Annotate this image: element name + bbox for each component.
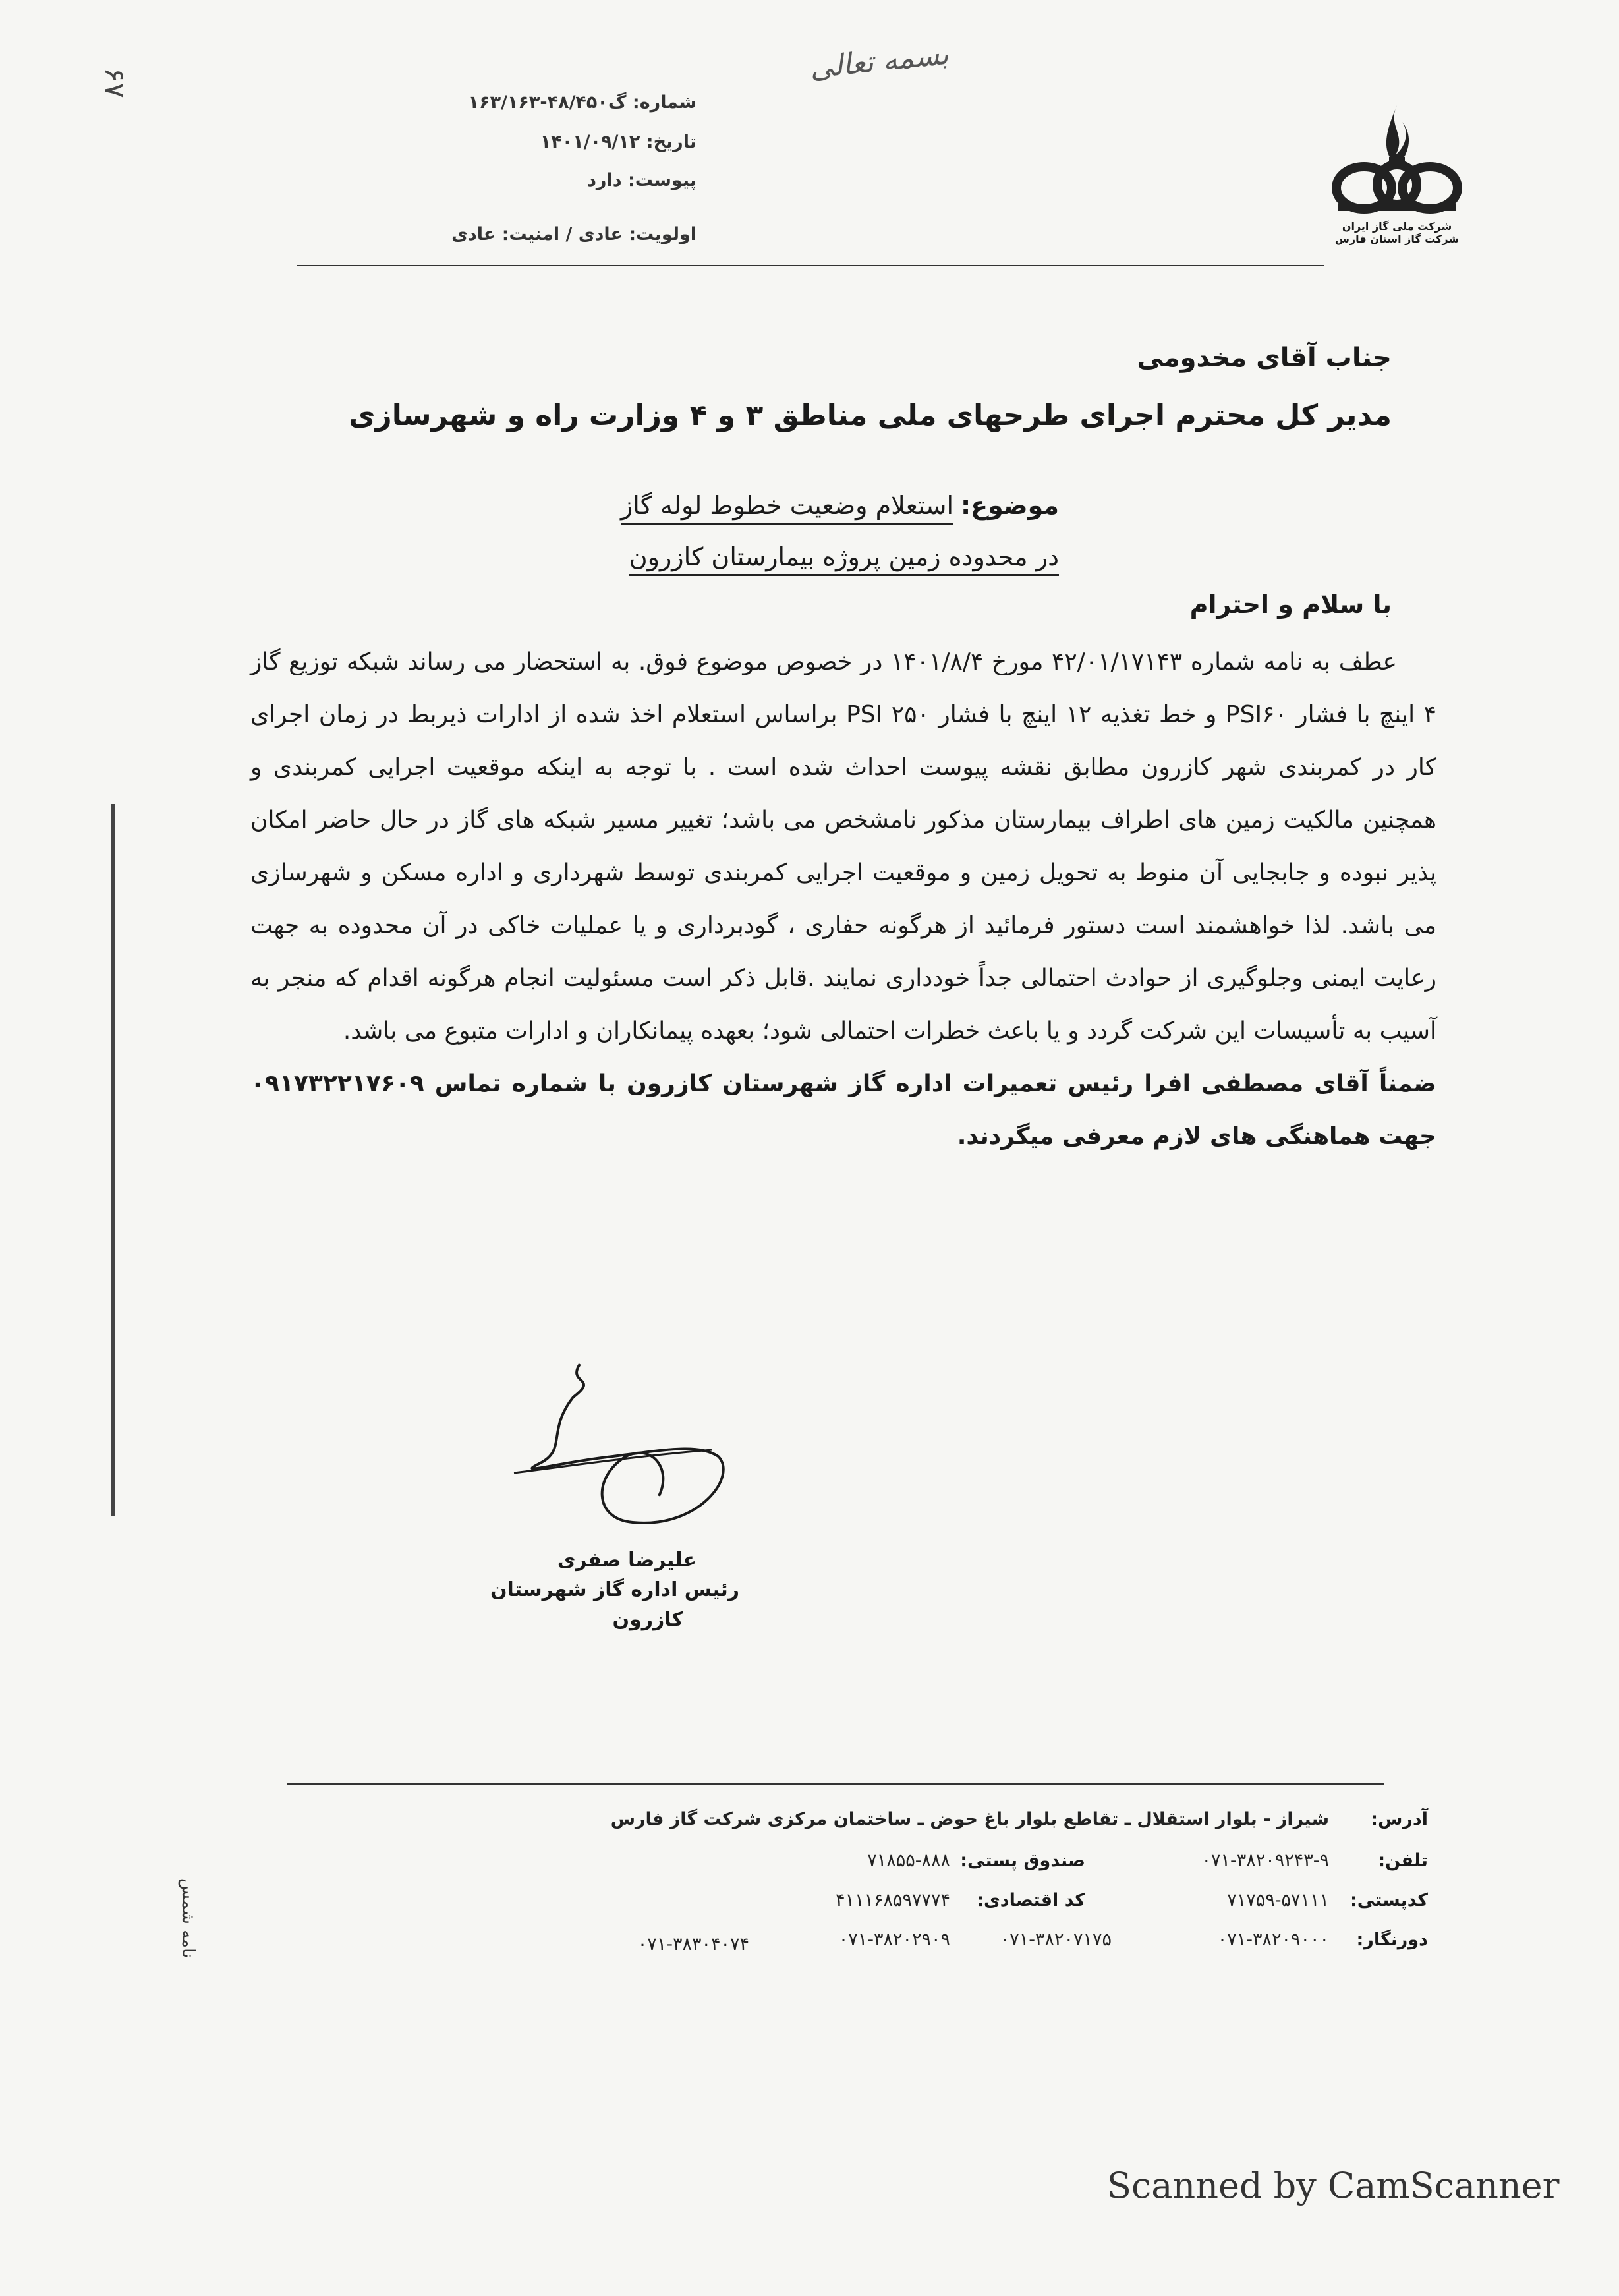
footer-econ-value: ۴۱۱۱۶۸۵۹۷۷۷۴ (835, 1890, 950, 1910)
footer-fax-3: ۰۷۱-۳۸۲۰۲۹۰۹ (838, 1930, 950, 1950)
subject-line-2: در محدوده زمین پروژه بیمارستان کازرون (629, 542, 1059, 576)
signer-title: رئیس اداره گاز شهرستان (490, 1578, 739, 1601)
footer-divider (287, 1783, 1384, 1785)
margin-line (111, 804, 115, 1516)
footer-phone-value: ۰۷۱-۳۸۲۰۹۲۴۳-۹ (1201, 1851, 1329, 1871)
signature-icon (501, 1358, 751, 1542)
footer-econ-label: کد اقتصادی: (977, 1890, 1085, 1910)
footer-address-label: آدرس: (1371, 1809, 1428, 1829)
footer-fax-4: ۰۷۱-۳۸۳۰۴۰۷۴ (637, 1934, 749, 1955)
header-divider (297, 265, 1324, 266)
footer-postal-value: ۷۱۷۵۹-۵۷۱۱۱ (1227, 1890, 1329, 1910)
letter-priority: اولویت: عادی / امنیت: عادی (451, 224, 696, 244)
letter-body (250, 636, 1436, 1163)
letter-date: تاریخ: ۱۴۰۱/۰۹/۱۲ (540, 132, 696, 152)
company-logo (1324, 99, 1469, 257)
body-paragraph-1: عطف به نامه شماره ۴۲/۰۱/۱۷۱۴۳ مورخ ۱۴۰۱/۸/۴ در خصوص موضوع فوق. به استحضار می رساند شبکه توزیع گاز ۴ اینچ با فشار PSI۶۰ و خط تغذیه ۱۲ اینچ با فشار PSI ۲۵۰ براساس استعلام اخذ شده از ادارات ذیربط در زمان اجرای کار در کمربندی شهر کازرون مطابق نقشه پیوست احداث شده است . با توجه به اینکه موقعیت اجرایی کمربندی و همچنین مالکیت زمین های اطراف بیمارستان مذکور نامشخص می باشد؛ تغییر مسیر شبکه های گاز در حال حاضر امکان پذیر نبوده و جابجایی آن منوط به تحویل زمین و موقعیت اجرایی کمربندی توسط شهرداری و اداره مسکن و شهرسازی می باشد. لذا خواهشمند است دستور فرمائید از هرگونه حفاری ، گودبرداری و یا عملیات خاکی در آن محدوده به جهت رعایت ایمنی وجلوگیری از حوادث احتمالی جداً خودداری نمایند .قابل ذکر است مسئولیت انجام هرگونه اقدام که منجر به آسیب به تأسیسات این شرکت گردد و یا باعث خطرات احتمالی شود؛ بعهده پیمانکاران و ادارات متبوع می باشد. (250, 648, 1437, 1045)
recipient-title: مدیر کل محترم اجرای طرحهای ملی مناطق ۳ و ۴ وزارت راه و شهرسازی (349, 399, 1392, 432)
footer-fax-1: ۰۷۱-۳۸۲۰۹۰۰۰ (1217, 1930, 1329, 1950)
footer-phone-label: تلفن: (1378, 1851, 1428, 1871)
letter-number: شماره: گ۴۸/۴۵۰-۱۶۳/۱۶۳ (468, 92, 696, 113)
scan-watermark: Scanned by CamScanner (1107, 2165, 1560, 2206)
footer-postal-label: کدپستی: (1349, 1890, 1428, 1910)
footer-address-value: شیراز - بلوار استقلال ـ تقاطع بلوار باغ حوض ـ ساختمان مرکزی شرکت گاز فارس (610, 1809, 1329, 1829)
body-paragraph-2: ضمناً آقای مصطفی افرا رئیس تعمیرات اداره گاز شهرستان کازرون با شماره تماس ۰۹۱۷۳۲۲۱۷۶۰۹ جهت هماهنگی های لازم معرفی میگردند. (250, 1070, 1436, 1150)
company-name-1: شرکت ملی گاز ایران (1342, 220, 1452, 233)
top-handwriting: بسمه تعالی (808, 37, 950, 86)
footer-fax-2: ۰۷۱-۳۸۲۰۷۱۷۵ (1000, 1930, 1112, 1950)
footer-fax-label: دورنگار: (1356, 1930, 1428, 1950)
subject-line-1: استعلام وضعیت خطوط لوله گاز (621, 491, 953, 525)
letter-attachment: پیوست: دارد (587, 170, 696, 190)
company-name-2: شرکت گاز استان فارس (1334, 233, 1460, 245)
footer-pobox-label: صندوق پستی: (960, 1851, 1085, 1871)
recipient-salutation: جناب آقای مخدومی (1137, 343, 1392, 373)
signature-scribble (501, 1358, 751, 1542)
signer-name: علیرضا صفری (557, 1549, 696, 1572)
signer-city: کازرون (612, 1608, 683, 1631)
margin-mark: ۶۷ (98, 67, 132, 99)
greeting: با سلام و احترام (1189, 590, 1392, 619)
gas-flame-logo-icon (1324, 99, 1469, 217)
side-stamp: نامه شمس (178, 1878, 198, 1959)
footer-pobox-value: ۷۱۸۵۵-۸۸۸ (867, 1851, 950, 1871)
subject-label: موضوع: (960, 491, 1059, 520)
